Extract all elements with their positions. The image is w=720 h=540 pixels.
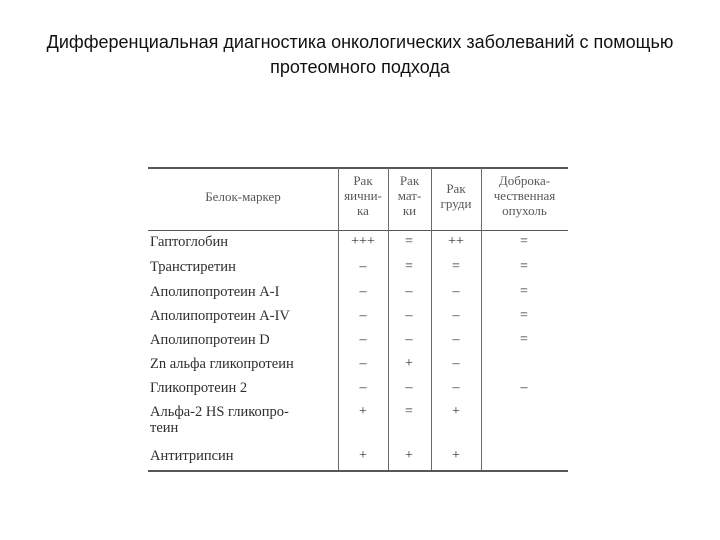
table-row-label: Аполипопротеин А-IV	[150, 308, 290, 324]
header-benign-tumor: Доброка- чественная опухоль	[493, 173, 556, 218]
table-cell: =	[520, 284, 528, 299]
table-cell: +	[359, 404, 367, 419]
table-row-label: Аполипопротеин А-I	[150, 284, 280, 300]
table-cell: +	[452, 404, 460, 419]
marker-table-image	[148, 164, 568, 472]
table-cell: =	[520, 259, 528, 274]
slide-title: Дифференциальная диагностика онкологических заболеваний с помощью протеомного подхода	[46, 32, 674, 77]
table-row-label: Гаптоглобин	[150, 234, 229, 250]
table-cell: –	[452, 332, 460, 347]
table-cell: =	[405, 259, 413, 274]
table-cell: +	[452, 448, 460, 463]
table-row-label: Транстиретин	[150, 259, 236, 275]
table-cell: =	[520, 234, 528, 249]
header-breast-cancer: Рак груди	[440, 181, 472, 211]
table-row-label: Антитрипсин	[150, 448, 234, 464]
table-bottom-rule	[148, 470, 568, 472]
table-row-label: Zn альфа гликопротеин	[150, 356, 294, 372]
table-cell: –	[359, 259, 367, 274]
table-cell: –	[359, 308, 367, 323]
table-header-rule	[148, 230, 568, 231]
table-cell: –	[359, 380, 367, 395]
table-cell: –	[452, 308, 460, 323]
table-row-label: Гликопротеин 2	[150, 380, 248, 396]
table-cell: –	[452, 356, 460, 371]
table-cell: –	[359, 284, 367, 299]
table-cell: –	[520, 380, 528, 395]
table-cell: +	[359, 448, 367, 463]
table-row-label: Альфа-2 HS гликопро- теин	[150, 404, 289, 436]
table-cell: =	[520, 332, 528, 347]
table-cell: –	[405, 308, 413, 323]
table-cell: +	[405, 448, 413, 463]
table-cell: +++	[351, 234, 375, 249]
table-cell: =	[405, 234, 413, 249]
table-cell: –	[405, 380, 413, 395]
table-cell: =	[452, 259, 460, 274]
table-cell: =	[520, 308, 528, 323]
header-protein-marker: Белок-маркер	[205, 189, 281, 204]
table-row-label: Аполипопротеин D	[150, 332, 270, 348]
table-top-rule	[148, 167, 568, 169]
table-cell: –	[405, 332, 413, 347]
table-cell: –	[405, 284, 413, 299]
table-cell: –	[359, 356, 367, 371]
header-ovarian-cancer: Рак яични- ка	[344, 173, 382, 218]
header-uterine-cancer: Рак мат- ки	[397, 173, 422, 218]
table-cell: –	[452, 284, 460, 299]
column-divider	[431, 168, 432, 470]
table-cell: +	[405, 356, 413, 371]
table-cell: ++	[448, 234, 464, 249]
table-cell: =	[405, 404, 413, 419]
table-cell: –	[452, 380, 460, 395]
table-cell: –	[359, 332, 367, 347]
